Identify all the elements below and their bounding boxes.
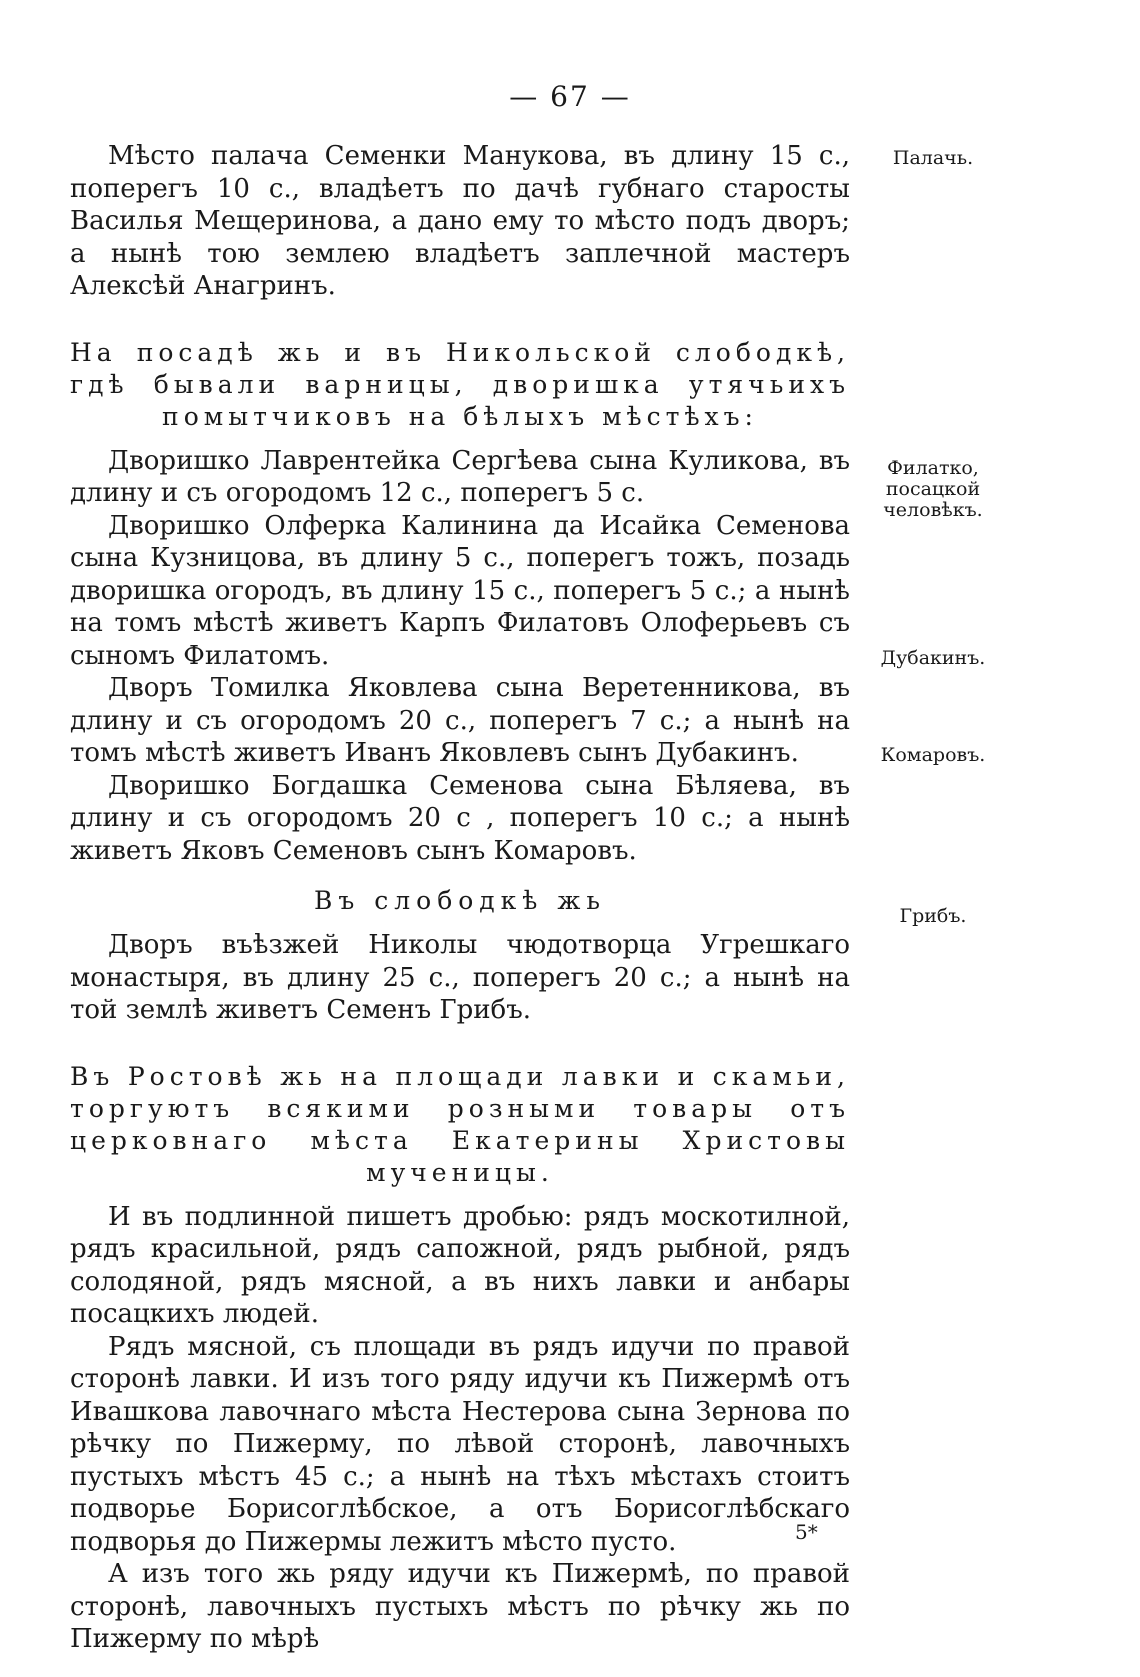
paragraph-rows: И въ подлинной пишетъ дробью: рядъ москотилной, рядъ красильной, рядъ сапожной, рядъ рыбной, рядъ солодяной, рядъ мясной, а въ нихъ лавки и анбары посацкихъ людей. (70, 1201, 850, 1329)
margin-note-dubakin: Дубакинъ. (880, 647, 986, 669)
margin-note-filatko: Филатко, посацкой человѣкъ. (883, 457, 983, 521)
paragraph-meat-row: Рядъ мясной, съ площади въ рядъ идучи по правой сторонѣ лавки. И изъ того ряду идучи къ Пижермѣ отъ Ивашкова лавочнаго мѣста Нестерова сына Зернова по рѣчку по Пижерму, по лѣвой сторонѣ, лавочныхъ пустыхъ мѣстъ 45 с.; а нынѣ на тѣхъ мѣстахъ стоитъ подворье Борисоглѣбское, а отъ Борисоглѣбскаго подворья до Пижермы лежитъ мѣсто пусто. (70, 1331, 850, 1557)
paragraph-belyaev: Дворишко Богдашка Семенова сына Бѣляева, въ длину и съ огородомъ 20 с , поперегъ 10 с.; а нынѣ живетъ Яковъ Семеновъ сынъ Комаровъ. (70, 770, 850, 866)
paragraph-ugreshsky: Дворъ въѣзжей Николы чюдотворца Угрешкаго монастыря, въ длину 25 с., поперегъ 20 с.; а нынѣ на той землѣ живетъ Семенъ Грибъ. (70, 930, 850, 1025)
signature-mark: 5* (795, 1520, 818, 1544)
paragraph-veretennikov: Дворъ Томилка Яковлева сына Веретенникова, въ длину и съ огородомъ 20 с., поперегъ 7 с.; а нынѣ на томъ мѣстѣ живетъ Иванъ Яковлевъ сынъ Дубакинъ. (70, 673, 850, 768)
section-heading-rostov: Въ Ростовѣ жь на площади лавки и скамьи, торгуютъ всякими розными товары отъ церковнаго мѣста Екатерины Христовы мученицы. (70, 1061, 850, 1187)
paragraph-kuznitsov: Дворишко Олферка Калинина да Исайка Семенова сына Кузницова, въ длину 5 с., поперегъ тожъ, позадь дворишка огородъ, въ длину 15 с., поперегъ 5 с.; а нынѣ на томъ мѣстѣ живетъ Карпъ Филатовъ Олоферьевъ съ сыномъ Филатомъ. (70, 510, 850, 671)
margin-note-palach: Палачь. (892, 147, 974, 169)
section-heading-nikolskaya: На посадѣ жь и въ Никольской слободкѣ, гдѣ бывали варницы, дворишка утячьихъ помытчиковъ на бѣлыхъ мѣстѣхъ: (70, 337, 850, 431)
paragraph-kulikov: Дворишко Лаврентейка Сергѣева сына Куликова, въ длину и съ огородомъ 12 с., поперегъ 5 с. (70, 445, 850, 508)
margin-note-grib: Грибъ. (899, 905, 967, 927)
page-number: — 67 — (509, 80, 631, 113)
section-heading-slobodka: Въ слободкѣ жь (314, 886, 606, 915)
paragraph-right-side: А изъ того жь ряду идучи къ Пижермѣ, по правой сторонѣ, лавочныхъ пустыхъ мѣстъ по рѣчку жь по Пижерму по мѣрѣ (70, 1559, 850, 1654)
main-text (70, 140, 850, 1656)
paragraph-executioner: Мѣсто палача Семенки Манукова, въ длину 15 с., поперегъ 10 с., владѣетъ по дачѣ губнаго старосты Василья Мещеринова, а дано ему то мѣсто подъ дворъ; а нынѣ тою землею владѣетъ заплечной мастеръ Алексѣй Анагринъ. (70, 141, 850, 301)
margin-note-komarov: Комаровъ. (880, 744, 986, 766)
